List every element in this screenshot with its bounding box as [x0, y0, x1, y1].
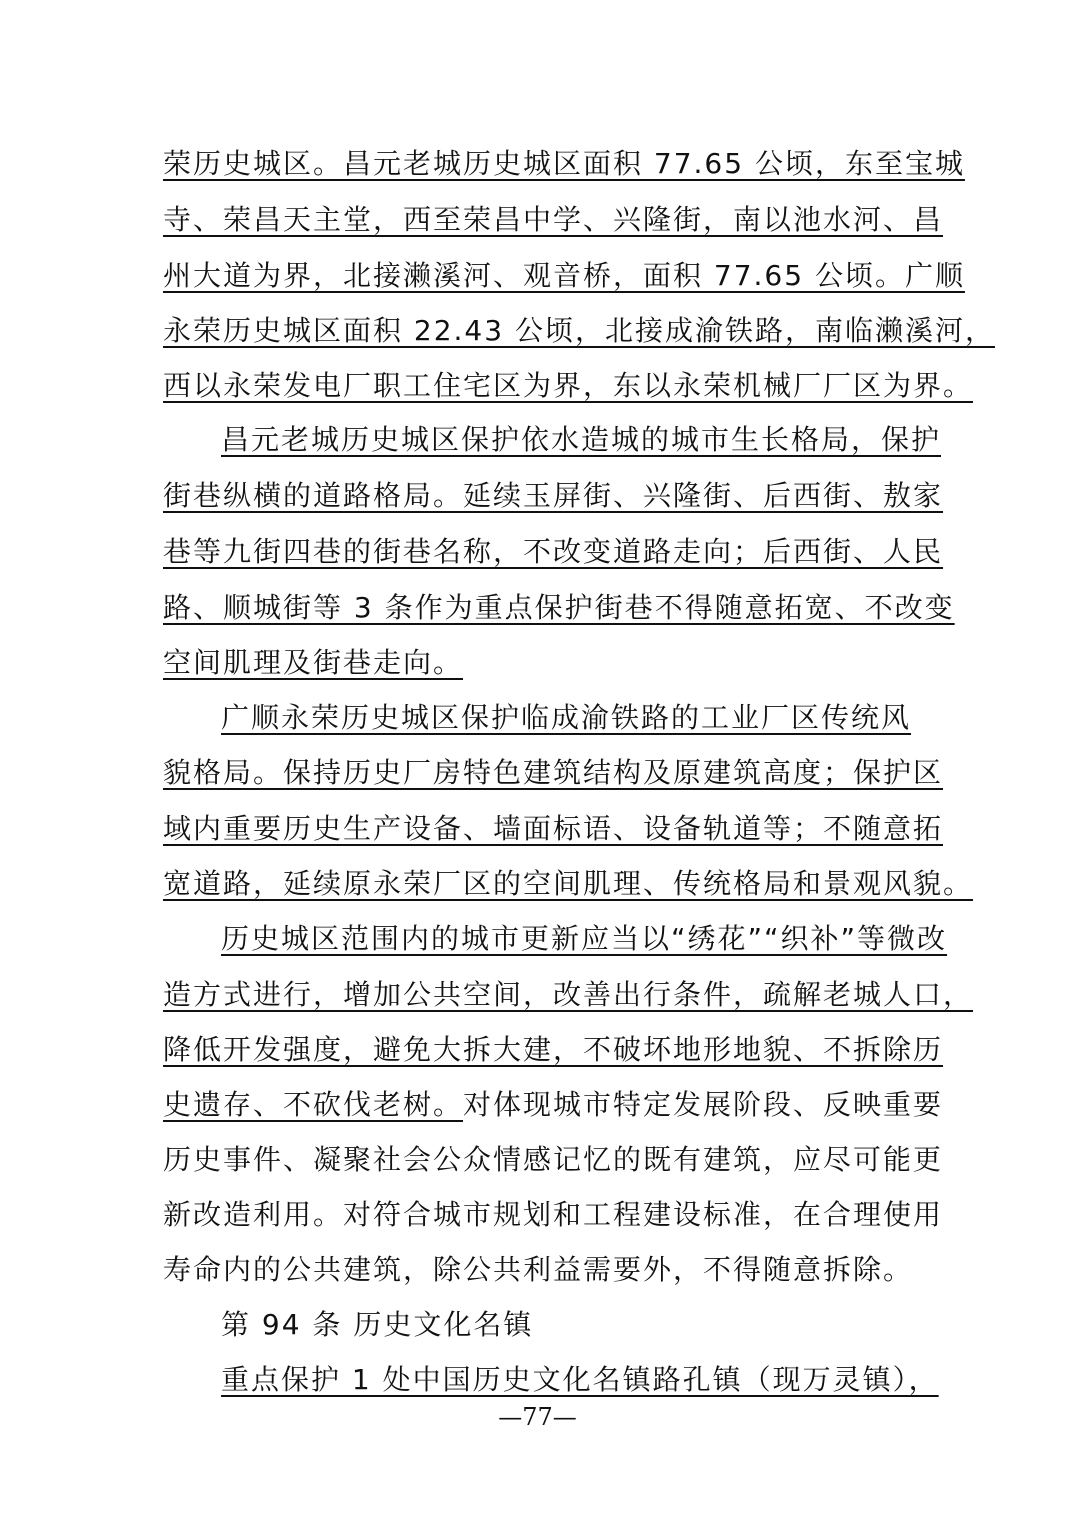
text-line: [163, 1030, 943, 1070]
underlined-text: 巷等九街四巷的街巷名称，不改变道路走向；后西街、人民: [163, 535, 944, 568]
text-line: [163, 532, 943, 572]
article-heading: [221, 1305, 533, 1345]
underlined-text: 降低开发强度，避免大拆大建，不破坏地形地貌、不拆除历: [163, 1033, 944, 1066]
underlined-text: 寺、荣昌天主堂，西至荣昌中学、兴隆街，南以池水河、昌: [163, 203, 944, 236]
text-line: [163, 311, 995, 351]
text-line: [163, 975, 973, 1015]
paragraph-first-line: [221, 420, 941, 460]
plain-text: 寿命内的公共建筑，除公共利益需要外，不得随意拆除。: [163, 1253, 914, 1286]
underlined-text: 广顺永荣历史城区保护临成渝铁路的工业厂区传统风: [221, 701, 912, 734]
text-line: [163, 200, 943, 240]
underlined-text: 重点保护 1 处中国历史文化名镇路孔镇（现万灵镇），: [221, 1363, 939, 1396]
plain-text: 第 94 条 历史文化名镇: [221, 1308, 534, 1341]
underlined-text: 街巷纵横的道路格局。延续玉屏街、兴隆街、后西街、敖家: [163, 479, 944, 512]
text-line: [163, 1250, 913, 1290]
underlined-text: 路、顺城街等 3 条作为重点保护街巷不得随意拓宽、不改变: [163, 591, 955, 624]
text-line: [163, 643, 463, 683]
text-line: [163, 1085, 943, 1125]
text-line: [163, 864, 973, 904]
underlined-text: 貌格局。保持历史厂房特色建筑结构及原建筑高度；保护区: [163, 756, 944, 789]
text-line: [163, 366, 973, 406]
text-line: [163, 1195, 943, 1235]
underlined-text: 史遗存、不砍伐老树。: [163, 1088, 464, 1121]
text-line: [163, 1140, 943, 1180]
underlined-text: 造方式进行，增加公共空间，改善出行条件，疏解老城人口，: [163, 978, 974, 1011]
underlined-text: 空间肌理及街巷走向。: [163, 646, 464, 679]
text-line: [163, 256, 965, 296]
underlined-text: 历史城区范围内的城市更新应当以“绣花”“织补”等微改: [221, 922, 948, 955]
plain-text: 历史事件、凝聚社会公众情感记忆的既有建筑，应尽可能更: [163, 1143, 944, 1176]
page-number: —77—: [498, 1403, 577, 1431]
paragraph-first-line: [221, 1360, 939, 1400]
text-line: [163, 144, 965, 184]
text-line: [163, 809, 943, 849]
text-line: [163, 476, 943, 516]
underlined-text: 永荣历史城区面积 22.43 公顷，北接成渝铁路，南临濑溪河，: [163, 314, 995, 347]
plain-text: 新改造利用。对符合城市规划和工程建设标准，在合理使用: [163, 1198, 944, 1231]
text-line: [163, 753, 943, 793]
underlined-text: 州大道为界，北接濑溪河、观音桥，面积 77.65 公顷。广顺: [163, 259, 965, 292]
underlined-text: 域内重要历史生产设备、墙面标语、设备轨道等；不随意拓: [163, 812, 944, 845]
plain-text: 对体现城市特定发展阶段、反映重要: [463, 1088, 944, 1121]
underlined-text: 西以永荣发电厂职工住宅区为界，东以永荣机械厂厂区为界。: [163, 369, 974, 402]
underlined-text: 昌元老城历史城区保护依水造城的城市生长格局，保护: [221, 423, 942, 456]
underlined-text: 荣历史城区。昌元老城历史城区面积 77.65 公顷，东至宝城: [163, 147, 965, 180]
text-line: [163, 588, 955, 628]
paragraph-first-line: [221, 919, 947, 959]
underlined-text: 宽道路，延续原永荣厂区的空间肌理、传统格局和景观风貌。: [163, 867, 974, 900]
paragraph-first-line: [221, 698, 911, 738]
